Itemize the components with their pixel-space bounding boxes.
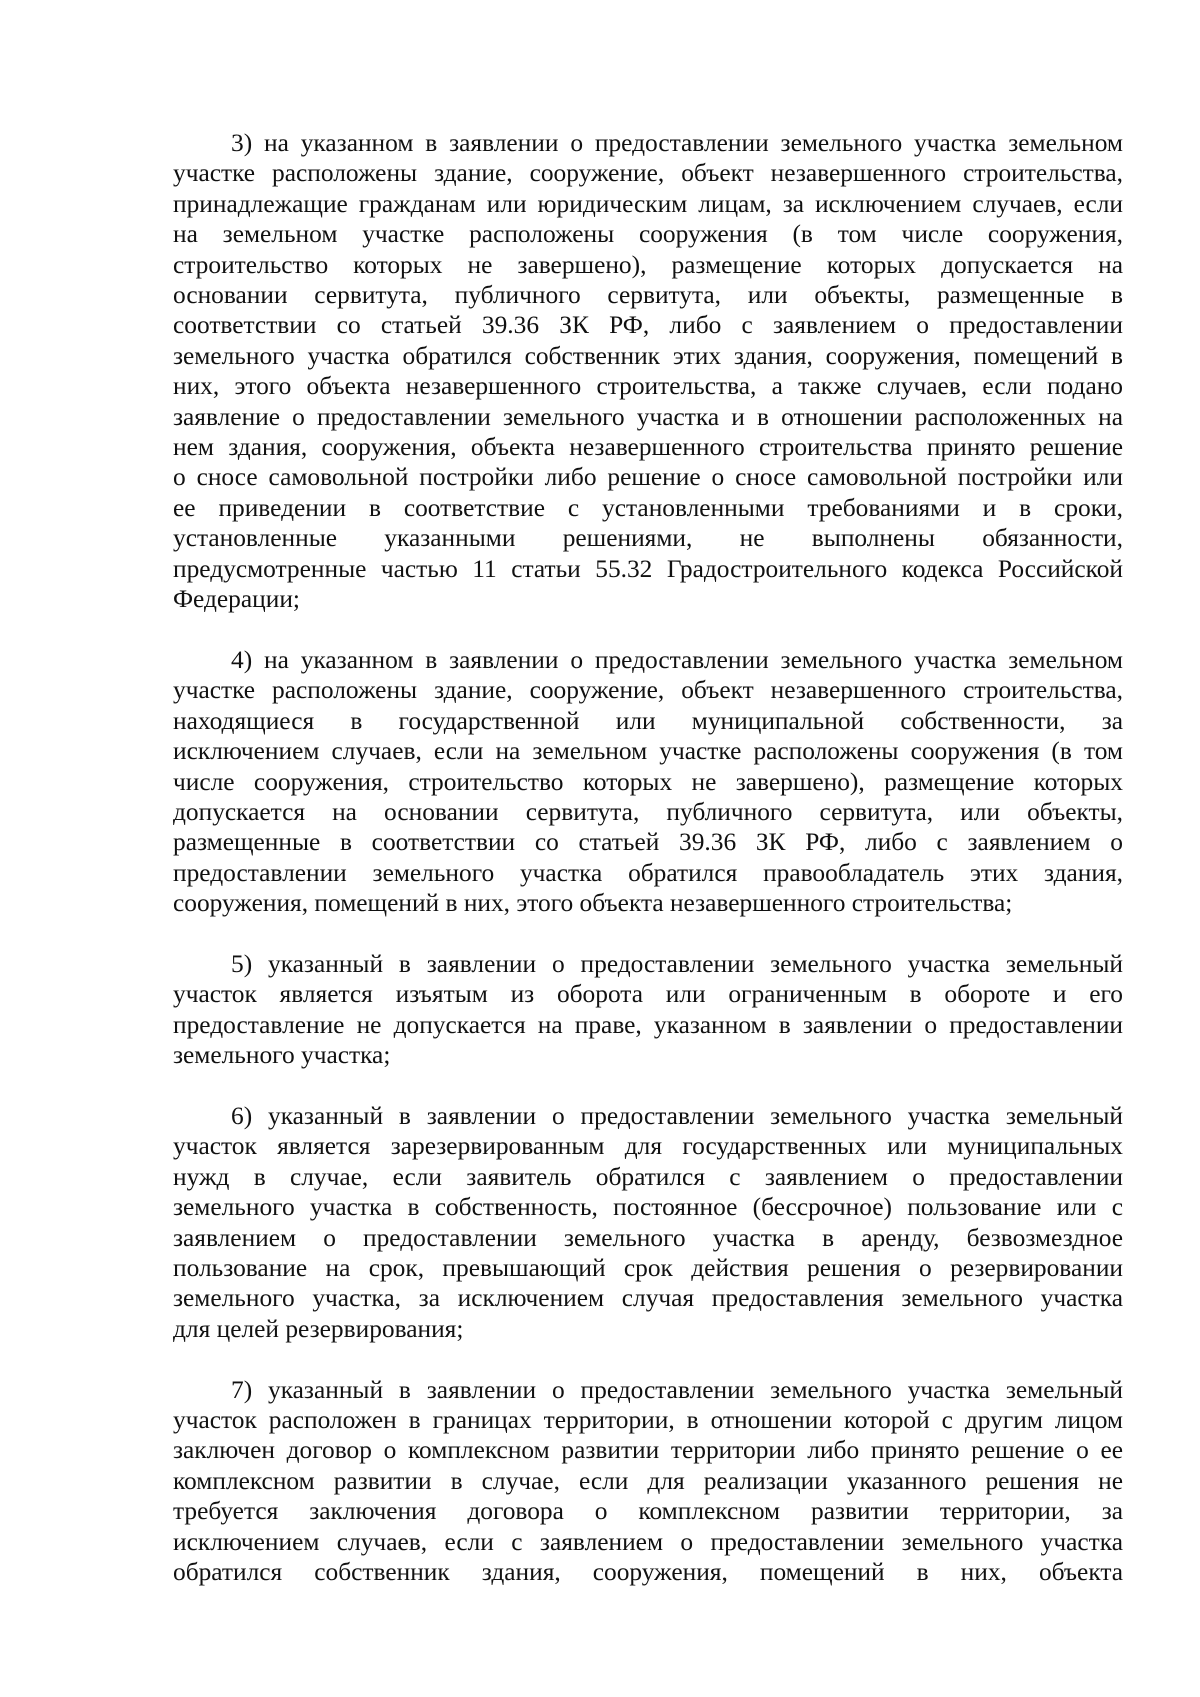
text-line: заявление о предоставлении земельного участка и в отношении расположенных на (173, 402, 1123, 431)
clause-4 (173, 645, 1123, 919)
clause-5 (173, 949, 1123, 1071)
text-line: 3) на указанном в заявлении о предоставлении земельного участка земельном (231, 129, 1123, 157)
text-line: принадлежащие гражданам или юридическим лицам, за исключением случаев, если (173, 189, 1123, 218)
clause-7 (173, 1375, 1123, 1588)
text-line: 6) указанный в заявлении о предоставлении земельного участка земельный (231, 1101, 1123, 1130)
text-line: 7) указанный в заявлении о предоставлении земельного участка земельный (231, 1375, 1123, 1404)
text-line: нем здания, сооружения, объекта незавершенного строительства принято решение (173, 433, 1123, 462)
text-line: о сносе самовольной постройки либо решение о сносе самовольной постройки или (173, 463, 1123, 492)
text-line: 4) на указанном в заявлении о предоставлении земельного участка земельном (231, 645, 1123, 674)
text-line: участок является изъятым из оборота или ограниченным в обороте и его (173, 980, 1123, 1009)
text-line: строительство которых не завершено), размещение которых допускается на (173, 250, 1123, 279)
clause-6 (173, 1101, 1123, 1344)
text-line: нужд в случае, если заявитель обратился с заявлением о предоставлении (173, 1162, 1123, 1191)
text-line: них, этого объекта незавершенного строительства, а также случаев, если подано (173, 372, 1123, 401)
text-line: требуется заключения договора о комплексном развитии территории, за (173, 1497, 1123, 1526)
document-body (173, 128, 1123, 1587)
text-line: предоставлении земельного участка обратился правообладатель этих здания, (173, 858, 1123, 887)
text-line: заключен договор о комплексном развитии территории либо принято решение о ее (173, 1436, 1123, 1465)
text-line: Федерации; (173, 585, 300, 614)
clause-3 (173, 128, 1123, 615)
text-line: предоставление не допускается на праве, указанном в заявлении о предоставлении (173, 1010, 1123, 1039)
text-line: участке расположены здание, сооружение, объект незавершенного строительства, (173, 159, 1123, 188)
text-line: 5) указанный в заявлении о предоставлении земельного участка земельный (231, 949, 1123, 978)
text-line: участке расположены здание, сооружение, объект незавершенного строительства, (173, 676, 1123, 705)
text-line: предусмотренные частью 11 статьи 55.32 Градостроительного кодекса Российской (173, 554, 1123, 583)
text-line: числе сооружения, строительство которых не завершено), размещение которых (173, 767, 1123, 796)
text-line: исключением случаев, если с заявлением о предоставлении земельного участка (173, 1527, 1123, 1556)
text-line: заявлением о предоставлении земельного участка в аренду, безвозмездное (173, 1223, 1123, 1252)
text-line: находящиеся в государственной или муниципальной собственности, за (173, 706, 1123, 735)
text-line: пользование на срок, превышающий срок действия решения о резервировании (173, 1253, 1123, 1282)
text-line: для целей резервирования; (173, 1314, 464, 1343)
text-line: сооружения, помещений в них, этого объекта незавершенного строительства; (173, 889, 1013, 918)
text-line: комплексном развитии в случае, если для реализации указанного решения не (173, 1466, 1123, 1495)
text-line: участок является зарезервированным для государственных или муниципальных (173, 1132, 1123, 1161)
text-line: земельного участка; (173, 1041, 391, 1070)
text-line: размещенные в соответствии со статьей 39.36 ЗК РФ, либо с заявлением о (173, 828, 1123, 857)
text-line: земельного участка, за исключением случая предоставления земельного участка (173, 1284, 1123, 1313)
text-line: земельного участка обратился собственник этих здания, сооружения, помещений в (173, 341, 1123, 370)
text-line: обратился собственник здания, сооружения, помещений в них, объекта (173, 1558, 1123, 1587)
text-line: на земельном участке расположены сооружения (в том числе сооружения, (173, 220, 1123, 249)
text-line: участок расположен в границах территории, в отношении которой с другим лицом (173, 1406, 1123, 1434)
text-line: установленные указанными решениями, не выполнены обязанности, (173, 524, 1123, 553)
text-line: основании сервитута, публичного сервитута, или объекты, размещенные в (173, 281, 1123, 310)
text-line: соответствии со статьей 39.36 ЗК РФ, либо с заявлением о предоставлении (173, 311, 1123, 340)
text-line: ее приведении в соответствие с установленными требованиями и в сроки, (173, 493, 1123, 522)
text-line: исключением случаев, если на земельном участке расположены сооружения (в том (173, 737, 1123, 766)
text-line: допускается на основании сервитута, публичного сервитута, или объекты, (173, 797, 1123, 826)
text-line: земельного участка в собственность, постоянное (бессрочное) пользование или с (173, 1193, 1123, 1222)
